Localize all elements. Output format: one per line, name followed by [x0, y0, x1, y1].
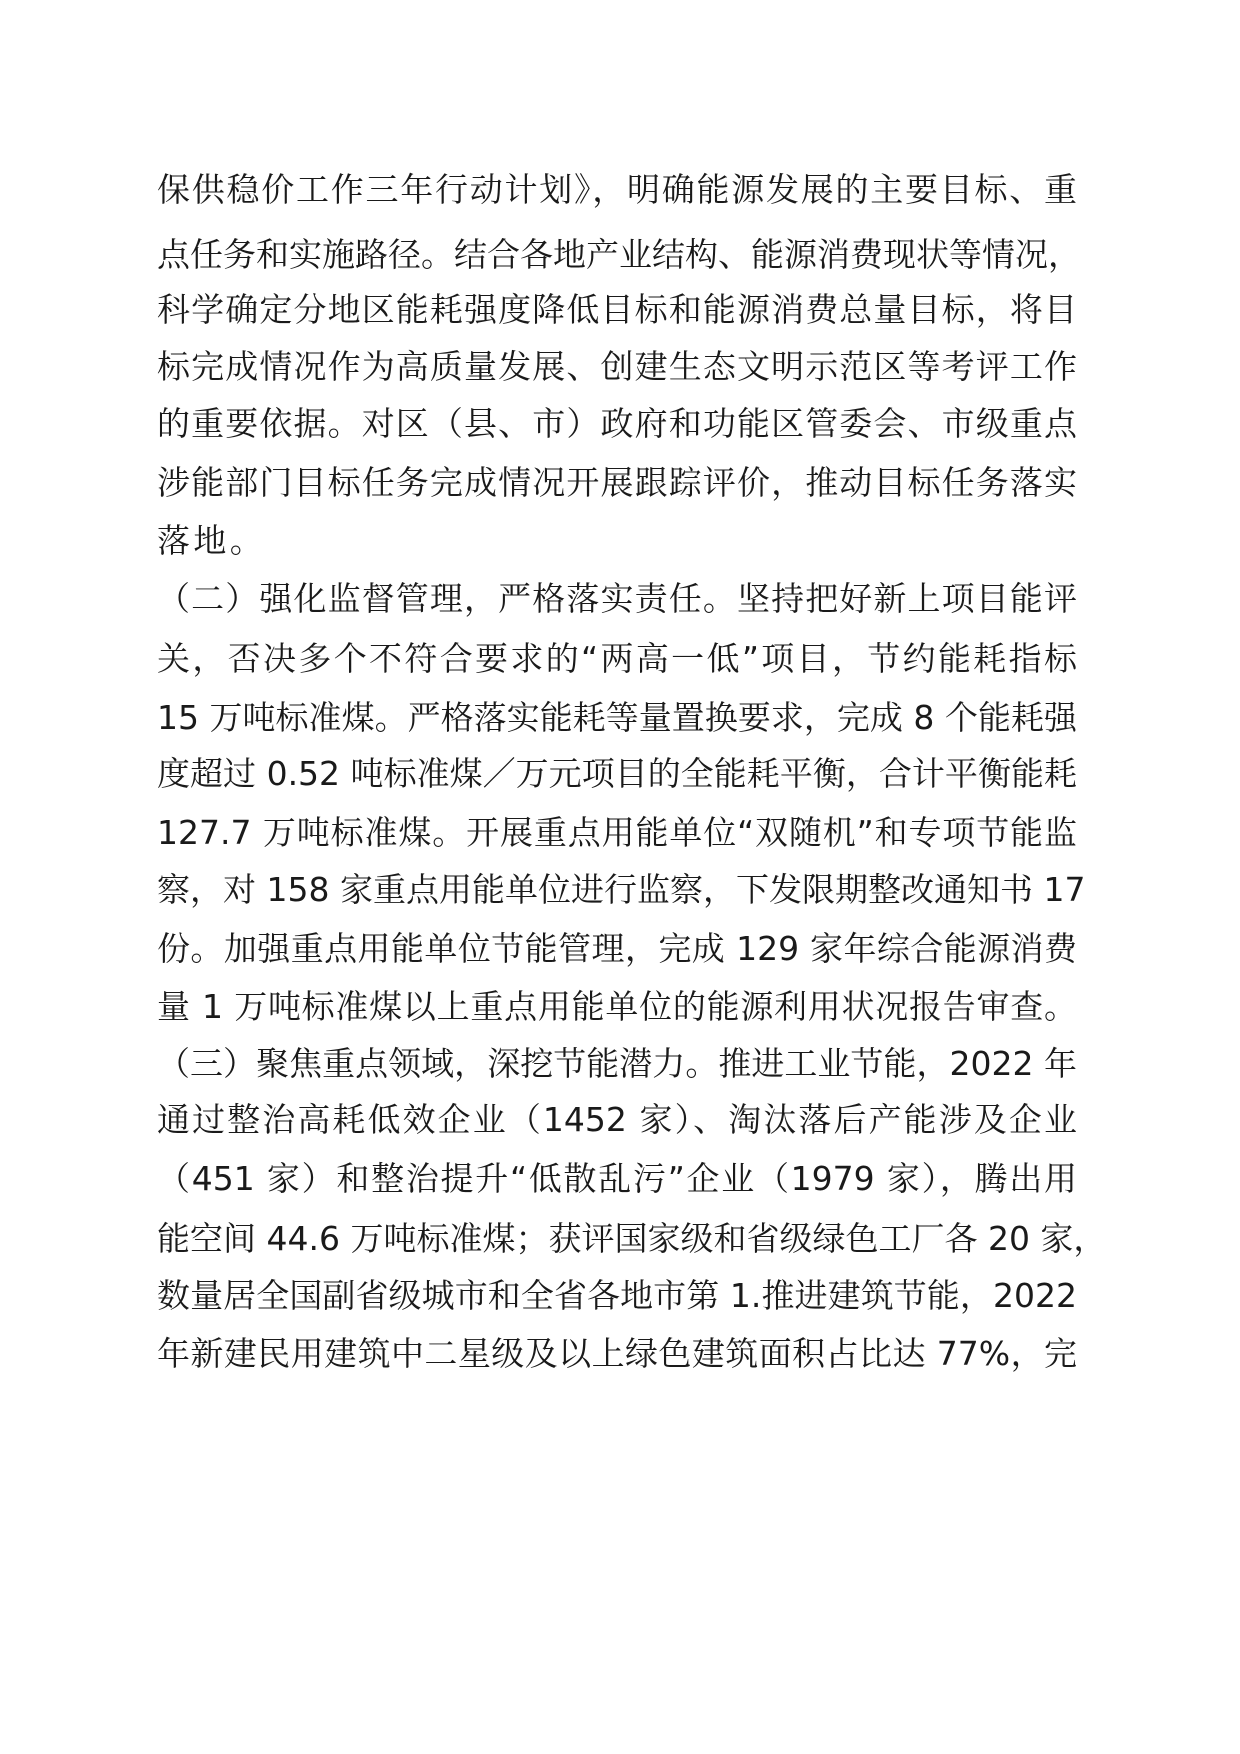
text-line: 的重要依据。对区（县、市）政府和功能区管委会、市级重点: [157, 404, 1077, 443]
section-heading-line: （三）聚焦重点领域，深挖节能潜力。推进工业节能，2022 年: [157, 1044, 1077, 1083]
text-line: 科学确定分地区能耗强度降低目标和能源消费总量目标，将目: [157, 290, 1077, 329]
section-heading-line: （二）强化监督管理，严格落实责任。坚持把好新上项目能评: [157, 579, 1077, 618]
text-line: （451 家）和整治提升“低散乱污”企业（1979 家），腾出用: [157, 1159, 1077, 1198]
text-line: 度超过 0.52 吨标准煤／万元项目的全能耗平衡，合计平衡能耗: [157, 754, 1077, 793]
text-line: 年新建民用建筑中二星级及以上绿色建筑面积占比达 77%，完: [157, 1334, 1077, 1373]
text-line: 数量居全国副省级城市和全省各地市第 1.推进建筑节能，2022: [157, 1276, 1077, 1315]
text-line: 察，对 158 家重点用能单位进行监察，下发限期整改通知书 17: [157, 870, 1086, 909]
text-line: 通过整治高耗低效企业（1452 家）、淘汰落后产能涉及企业: [157, 1100, 1077, 1139]
text-line: 标完成情况作为高质量发展、创建生态文明示范区等考评工作: [157, 347, 1077, 386]
text-line: 能空间 44.6 万吨标准煤；获评国家级和省级绿色工厂各 20 家，: [157, 1219, 1107, 1258]
text-line: 保供稳价工作三年行动计划》，明确能源发展的主要目标、重: [157, 170, 1077, 209]
text-line: 127.7 万吨标准煤。开展重点用能单位“双随机”和专项节能监: [157, 813, 1077, 852]
text-line: 点任务和实施路径。结合各地产业结构、能源消费现状等情况，: [157, 235, 1081, 274]
text-line: 涉能部门目标任务完成情况开展跟踪评价，推动目标任务落实: [157, 463, 1077, 502]
text-line: 15 万吨标准煤。严格落实能耗等量置换要求，完成 8 个能耗强: [157, 698, 1077, 737]
text-line: 关，否决多个不符合要求的“两高一低”项目，节约能耗指标: [157, 639, 1077, 678]
text-line: 量 1 万吨标准煤以上重点用能单位的能源利用状况报告审查。: [157, 987, 1077, 1026]
text-line: 落地。: [157, 521, 267, 560]
text-line: 份。加强重点用能单位节能管理，完成 129 家年综合能源消费: [157, 929, 1077, 968]
